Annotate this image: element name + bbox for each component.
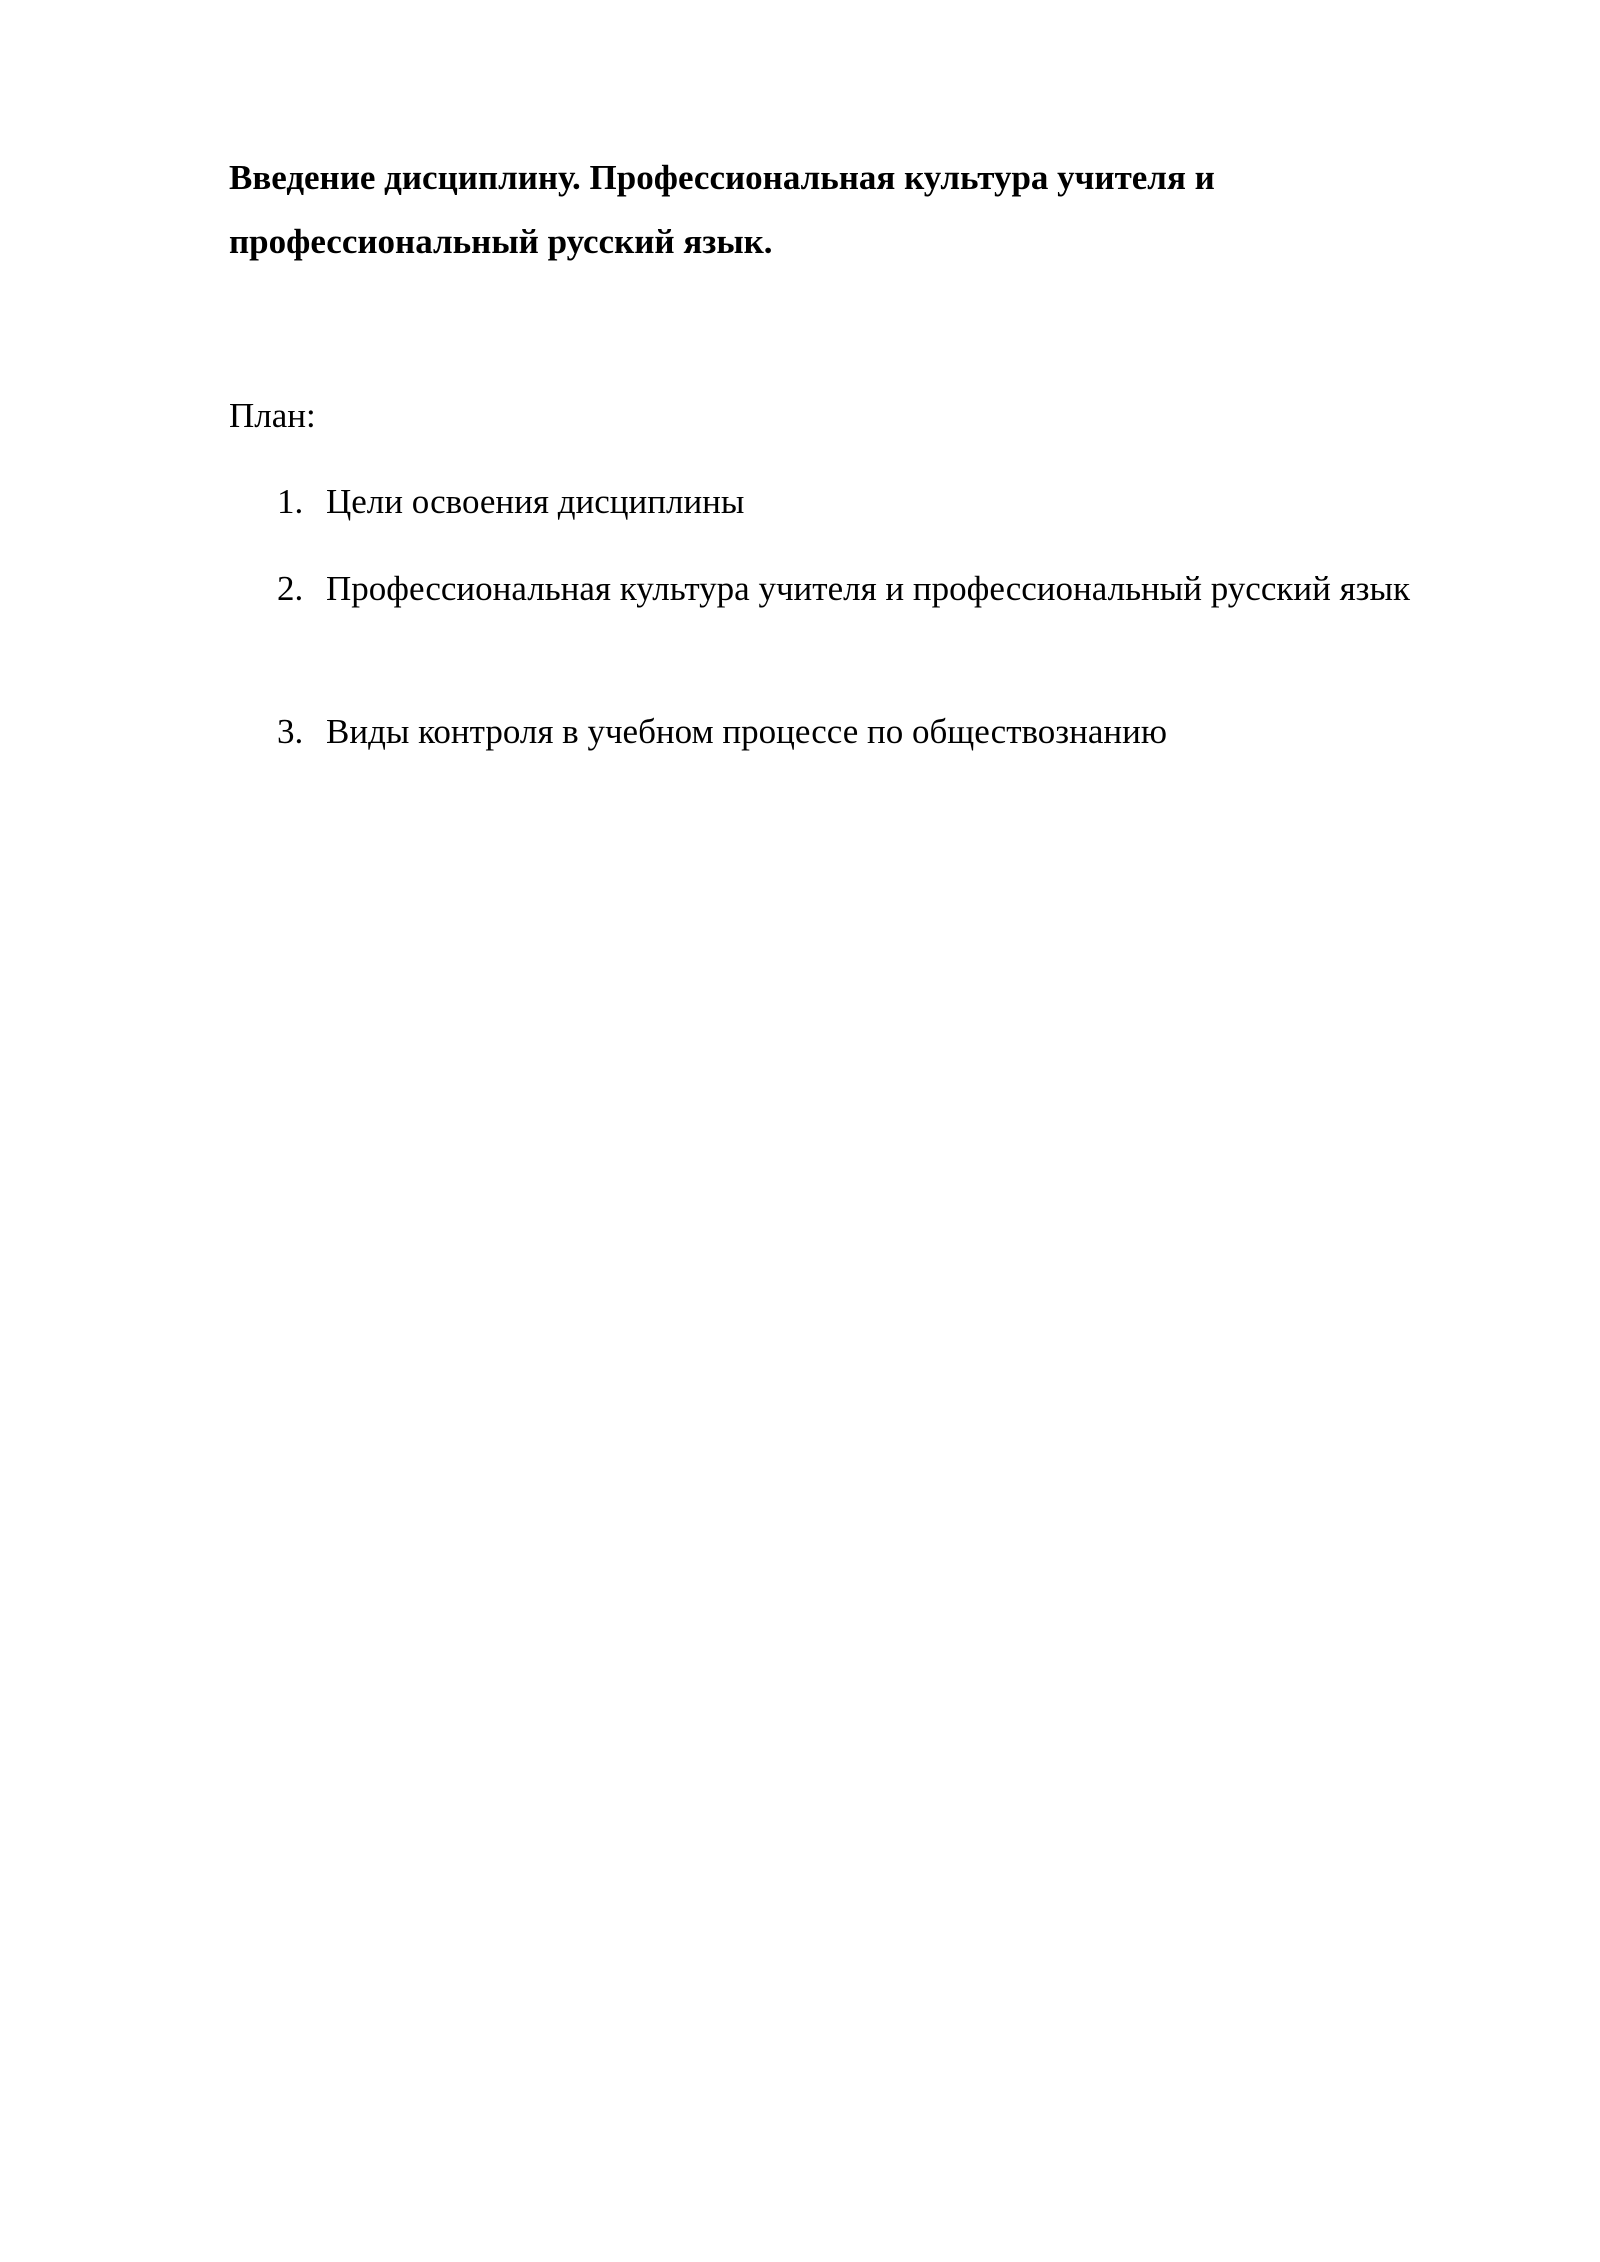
plan-list <box>229 470 1459 764</box>
plan-item-number: 2. <box>277 569 304 608</box>
plan-item-number: 3. <box>277 712 304 751</box>
plan-item-number: 1. <box>277 482 304 521</box>
plan-item <box>229 470 1459 534</box>
document-title: Введение дисциплину. Профессиональная культура учителя и профессиональный русский язык. <box>229 158 1215 261</box>
plan-item <box>229 700 1459 764</box>
plan-label: План: <box>229 396 316 435</box>
plan-item-text: Виды контроля в учебном процессе по обществознанию <box>326 712 1167 751</box>
plan-item-text: Профессиональная культура учителя и профессиональный русский язык <box>326 569 1411 608</box>
plan-item-text: Цели освоения дисциплины <box>326 482 745 521</box>
plan-item <box>229 557 1459 621</box>
